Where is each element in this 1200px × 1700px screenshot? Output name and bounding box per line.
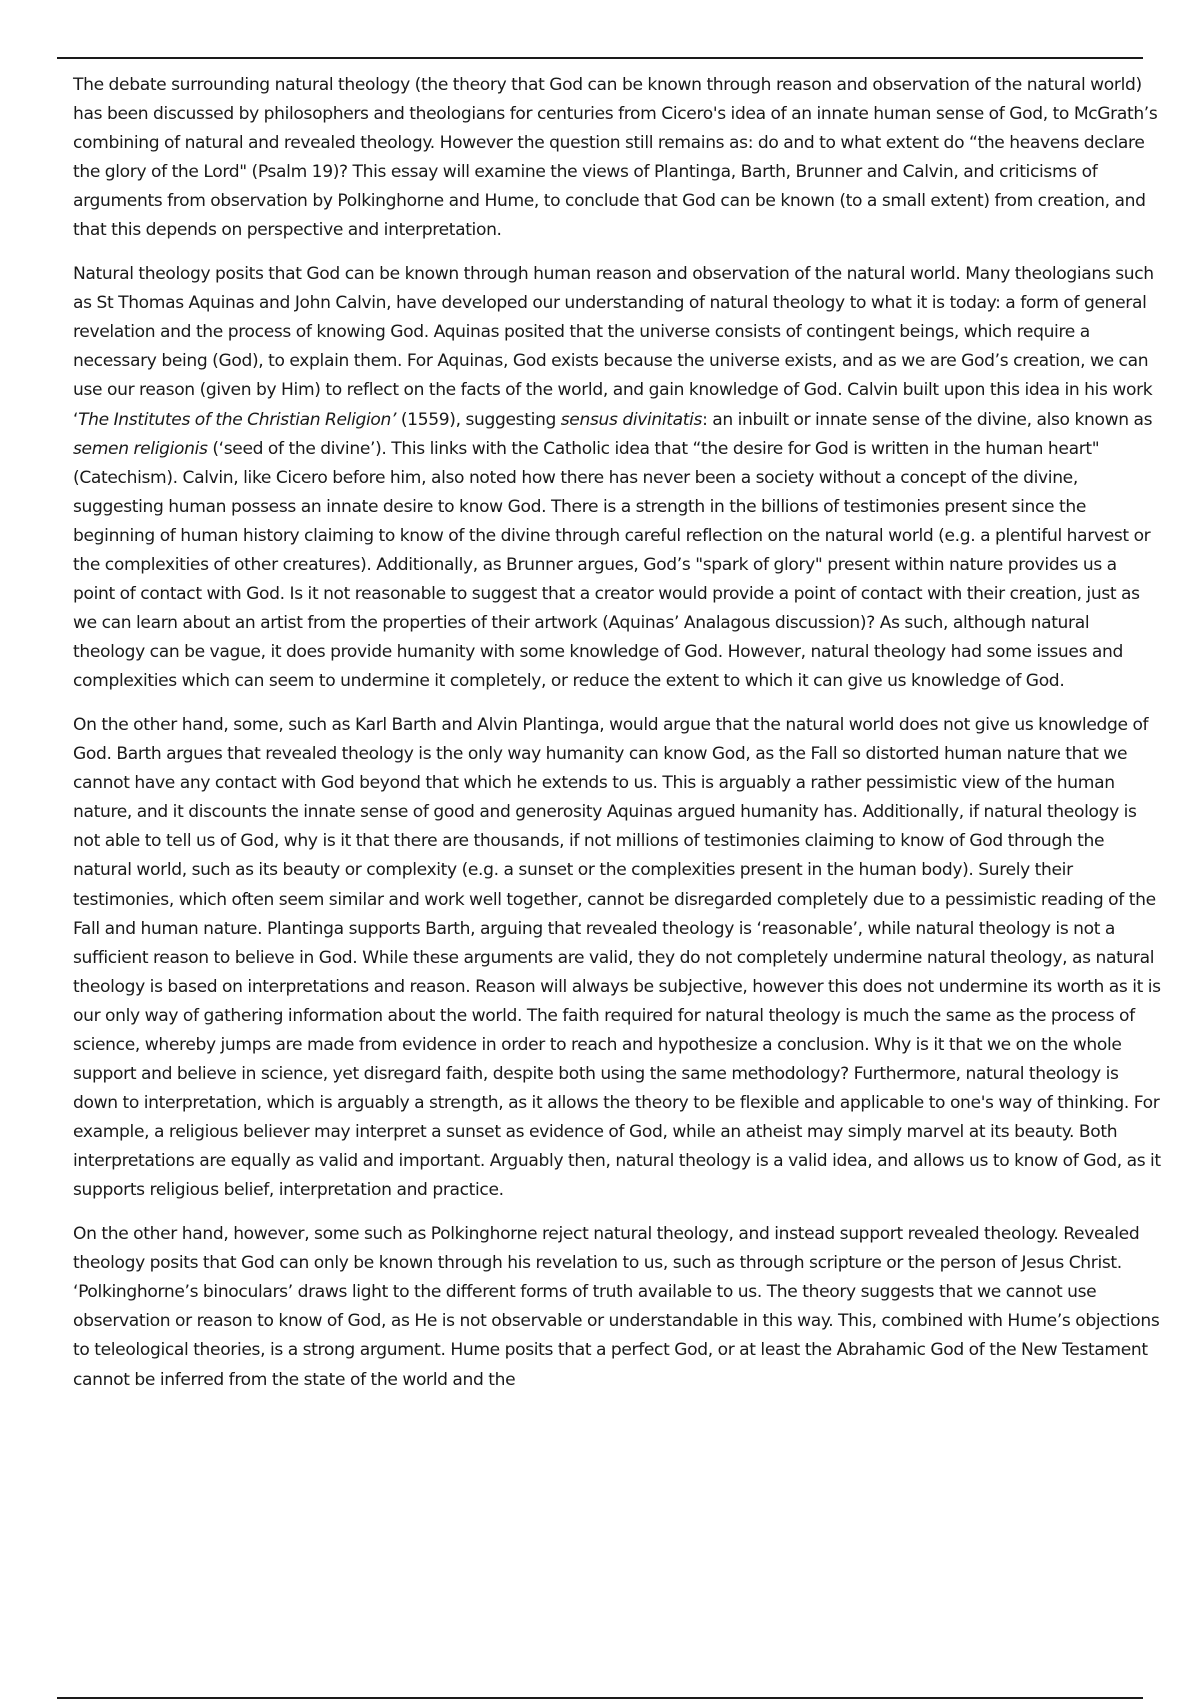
paragraph-1 — [73, 71, 1163, 246]
paragraph-4 — [73, 1220, 1163, 1395]
book-title-italic: The Institutes of the Christian Religion’ — [78, 409, 397, 430]
latin-term-italic: semen religionis — [73, 438, 208, 459]
paragraph-2-text: (‘seed of the divine’). This links with the Catholic idea that “the desire for God is written in the human heart" (Catechism). Calvin, like Cicero before him, also noted how there has never been a society without a concept of the divine, suggesting human possess an innate desire to know God. There is a strength in the billions of testimonies present since the beginning of human history claiming to know of the divine through careful reflection on the natural world (e.g. a plentiful harvest or the complexities of other creatures). Additionally, as Brunner argues, God’s "spark of glory" present within nature provides us a point of contact with God. Is it not reasonable to suggest that a creator would provide a point of contact with their creation, just as we can learn about an artist from the properties of their artwork (Aquinas’ Analagous discussion)? As such, although natural theology can be vague, it does provide humanity with some knowledge of God. However, natural theology had some issues and complexities which can seem to undermine it completely, or reduce the extent to which it can give us knowledge of God. — [73, 438, 1151, 692]
paragraph-4-text: On the other hand, however, some such as Polkinghorne reject natural theology, and instead support revealed theology. Revealed theology posits that God can only be known through his revelation to us, such as through scripture or the person of Jesus Christ. ‘Polkinghorne’s binoculars’ draws light to the different forms of truth available to us. The theory suggests that we cannot use observation or reason to know of God, as He is not observable or understandable in this way. This, combined with Hume’s objections to teleological theories, is a strong argument. Hume posits that a perfect God, or at least the Abrahamic God of the New Testament cannot be inferred from the state of the world and the — [73, 1224, 1160, 1390]
paragraph-2 — [73, 260, 1163, 696]
paragraph-1-text: The debate surrounding natural theology (the theory that God can be known through reason and observation of the natural world) has been discussed by philosophers and theologians for centuries from Cicero's idea of an innate human sense of God, to McGrath’s combining of natural and revealed theology. However the question still remains as: do and to what extent do “the heavens declare the glory of the Lord" (Psalm 19)? This essay will examine the views of Plantinga, Barth, Brunner and Calvin, and criticisms of arguments from observation by Polkinghorne and Hume, to conclude that God can be known (to a small extent) from creation, and that this depends on perspective and interpretation. — [73, 75, 1158, 241]
footer-rule — [57, 1697, 1143, 1699]
paragraph-2-text: Natural theology posits that God can be known through human reason and observation of the natural world. Many theologians such as St Thomas Aquinas and John Calvin, have developed our understanding of natural theology to what it is today: a form of general revelation and the process of knowing God. Aquinas posited that the universe consists of contingent beings, which require a necessary being (God), to explain them. For Aquinas, God exists because the universe exists, and as we are God’s creation, we can use our reason (given by Him) to reflect on the facts of the world, and gain knowledge of God. Calvin built upon this idea in his work ‘ — [73, 264, 1154, 430]
paragraph-2-text: (1559), suggesting — [396, 409, 561, 430]
document-body — [73, 71, 1163, 1409]
paragraph-2-text: : an inbuilt or innate sense of the divine, also known as — [702, 409, 1153, 430]
paragraph-3 — [73, 711, 1163, 1206]
paragraph-3-text: On the other hand, some, such as Karl Barth and Alvin Plantinga, would argue that the natural world does not give us knowledge of God. Barth argues that revealed theology is the only way humanity can know God, as the Fall so distorted human nature that we cannot have any contact with God beyond that which he extends to us. This is arguably a rather pessimistic view of the human nature, and it discounts the innate sense of good and generosity Aquinas argued humanity has. Additionally, if natural theology is not able to tell us of God, why is it that there are thousands, if not millions of testimonies claiming to know of God through the natural world, such as its beauty or complexity (e.g. a sunset or the complexities present in the human body). Surely their testimonies, which often seem similar and work well together, cannot be disregarded completely due to a pessimistic reading of the Fall and human nature. Plantinga supports Barth, arguing that revealed theology is ‘reasonable’, while natural theology is not a sufficient reason to believe in God. While these arguments are valid, they do not completely undermine natural theology, as natural theology is based on interpretations and reason. Reason will always be subjective, however this does not undermine its worth as it is our only way of gathering information about the world. The faith required for natural theology is much the same as the process of science, whereby jumps are made from evidence in order to reach and hypothesize a conclusion. Why is it that we on the whole support and believe in science, yet disregard faith, despite both using the same methodology? Furthermore, natural theology is down to interpretation, which is arguably a strength, as it allows the theory to be flexible and applicable to one's way of thinking. For example, a religious believer may interpret a sunset as evidence of God, while an atheist may simply marvel at its beauty. Both interpretations are equally as valid and important. Arguably then, natural theology is a valid idea, and allows us to know of God, as it supports religious belief, interpretation and practice. — [73, 714, 1161, 1201]
latin-term-italic: sensus divinitatis — [560, 409, 703, 430]
header-rule — [57, 57, 1143, 59]
